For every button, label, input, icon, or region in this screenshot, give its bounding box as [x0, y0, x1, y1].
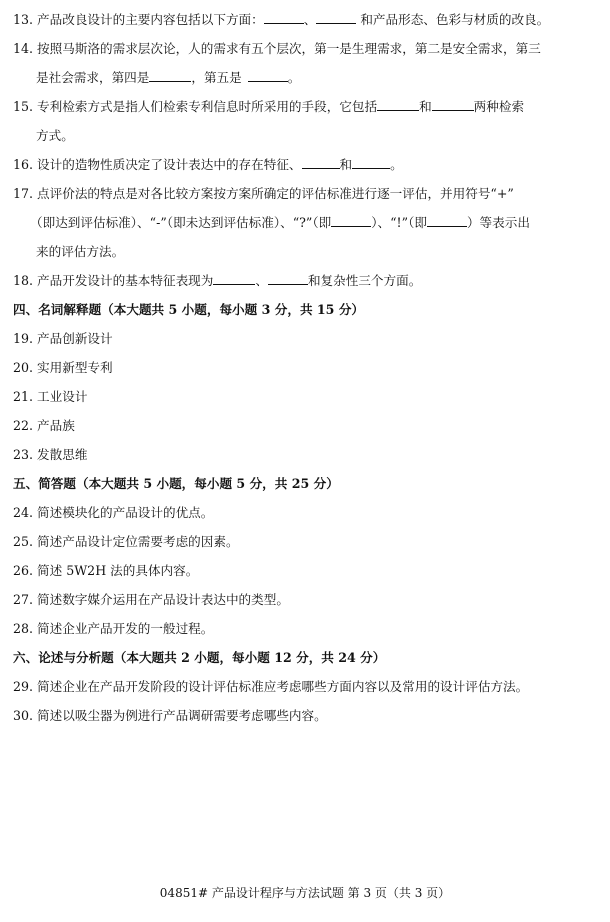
- answer-blank: [432, 99, 474, 111]
- answer-blank: [302, 157, 340, 169]
- question-18: [13, 273, 597, 289]
- question-14-cont: [36, 70, 597, 86]
- question-17-cont: [30, 215, 591, 231]
- question-14-text-c: ，第五是: [191, 70, 242, 85]
- answer-blank: [352, 157, 390, 169]
- question-17-text: 17. 点评价法的特点是对各比较方案按方案所确定的评估标准进行逐一评估，并用符号“+”: [13, 186, 514, 201]
- question-18-text-c: 和复杂性三个方面。: [307, 273, 422, 288]
- answer-blank: [377, 99, 419, 111]
- question-15-text-d: 方式。: [36, 128, 74, 143]
- answer-blank: [316, 12, 356, 24]
- question-21: 21. 工业设计: [13, 389, 88, 404]
- question-17-text-d: ）等表示出: [466, 215, 530, 230]
- answer-blank: [427, 215, 467, 227]
- question-13-text: 13. 产品改良设计的主要内容包括以下方面：: [13, 12, 264, 27]
- question-17-text-e: 来的评估方法。: [36, 244, 125, 259]
- question-17-text-c: ）、“!”（即: [371, 215, 427, 230]
- question-29: 29. 简述企业在产品开发阶段的设计评估标准应考虑哪些方面内容以及常用的设计评估方法。: [13, 679, 529, 694]
- question-25: 25. 简述产品设计定位需要考虑的因素。: [13, 534, 239, 549]
- question-15-text-b: 和: [419, 99, 432, 114]
- question-16-text-b: 和: [339, 157, 353, 172]
- question-15-text-c: 两种检索: [473, 99, 525, 114]
- question-26: 26. 简述 5W2H 法的具体内容。: [13, 563, 199, 578]
- answer-blank: [268, 273, 308, 285]
- question-30: 30. 简述以吸尘器为例进行产品调研需要考虑哪些内容。: [13, 708, 327, 723]
- answer-blank: [331, 215, 371, 227]
- question-22: 22. 产品族: [13, 418, 75, 433]
- question-18-text-b: 、: [255, 273, 268, 288]
- question-23: 23. 发散思维: [13, 447, 88, 462]
- question-18-text: 18. 产品开发设计的基本特征表现为: [13, 273, 214, 288]
- question-14: [13, 41, 597, 57]
- question-15-cont: [36, 128, 597, 144]
- question-13: [13, 12, 597, 28]
- question-16-text: 16. 设计的造物性质决定了设计表达中的存在特征、: [13, 157, 302, 172]
- question-24: 24. 简述模块化的产品设计的优点。: [13, 505, 214, 520]
- page-footer: 04851# 产品设计程序与方法试题 第 3 页（共 3 页）: [159, 886, 451, 900]
- question-17: [13, 186, 597, 202]
- answer-blank: [264, 12, 304, 24]
- question-16-text-c: 。: [390, 157, 403, 172]
- question-13-separator: 、: [303, 12, 317, 27]
- question-27: 27. 简述数字媒介运用在产品设计表达中的类型。: [13, 592, 289, 607]
- question-15: [13, 99, 597, 115]
- answer-blank: [248, 70, 288, 82]
- section-4-heading: 四、名词解释题（本大题共 5 小题，每小题 3 分，共 15 分）: [13, 302, 365, 317]
- question-15-text: 15. 专利检索方式是指人们检索专利信息时所采用的手段，它包括: [13, 99, 378, 114]
- section-6-heading: 六、论述与分析题（本大题共 2 小题，每小题 12 分，共 24 分）: [13, 650, 386, 665]
- question-14-text: 14. 按照马斯洛的需求层次论，人的需求有五个层次，第一是生理需求，第二是安全需求，第三: [13, 41, 541, 56]
- section-5-heading: 五、简答题（本大题共 5 小题，每小题 5 分，共 25 分）: [13, 476, 339, 491]
- answer-blank: [213, 273, 255, 285]
- answer-blank: [149, 70, 191, 82]
- question-20: 20. 实用新型专利: [13, 360, 113, 375]
- question-28: 28. 简述企业产品开发的一般过程。: [13, 621, 214, 636]
- question-14-text-b: 是社会需求，第四是: [36, 70, 150, 85]
- question-16: [13, 157, 597, 173]
- question-19: 19. 产品创新设计: [13, 331, 113, 346]
- question-13-tail: 和产品形态、色彩与材质的改良。: [356, 12, 550, 27]
- question-17-cont2: [36, 244, 597, 260]
- question-17-text-b: （即达到评估标准）、“-”（即未达到评估标准）、“?”（即: [30, 215, 332, 230]
- question-14-text-d: 。: [287, 70, 301, 85]
